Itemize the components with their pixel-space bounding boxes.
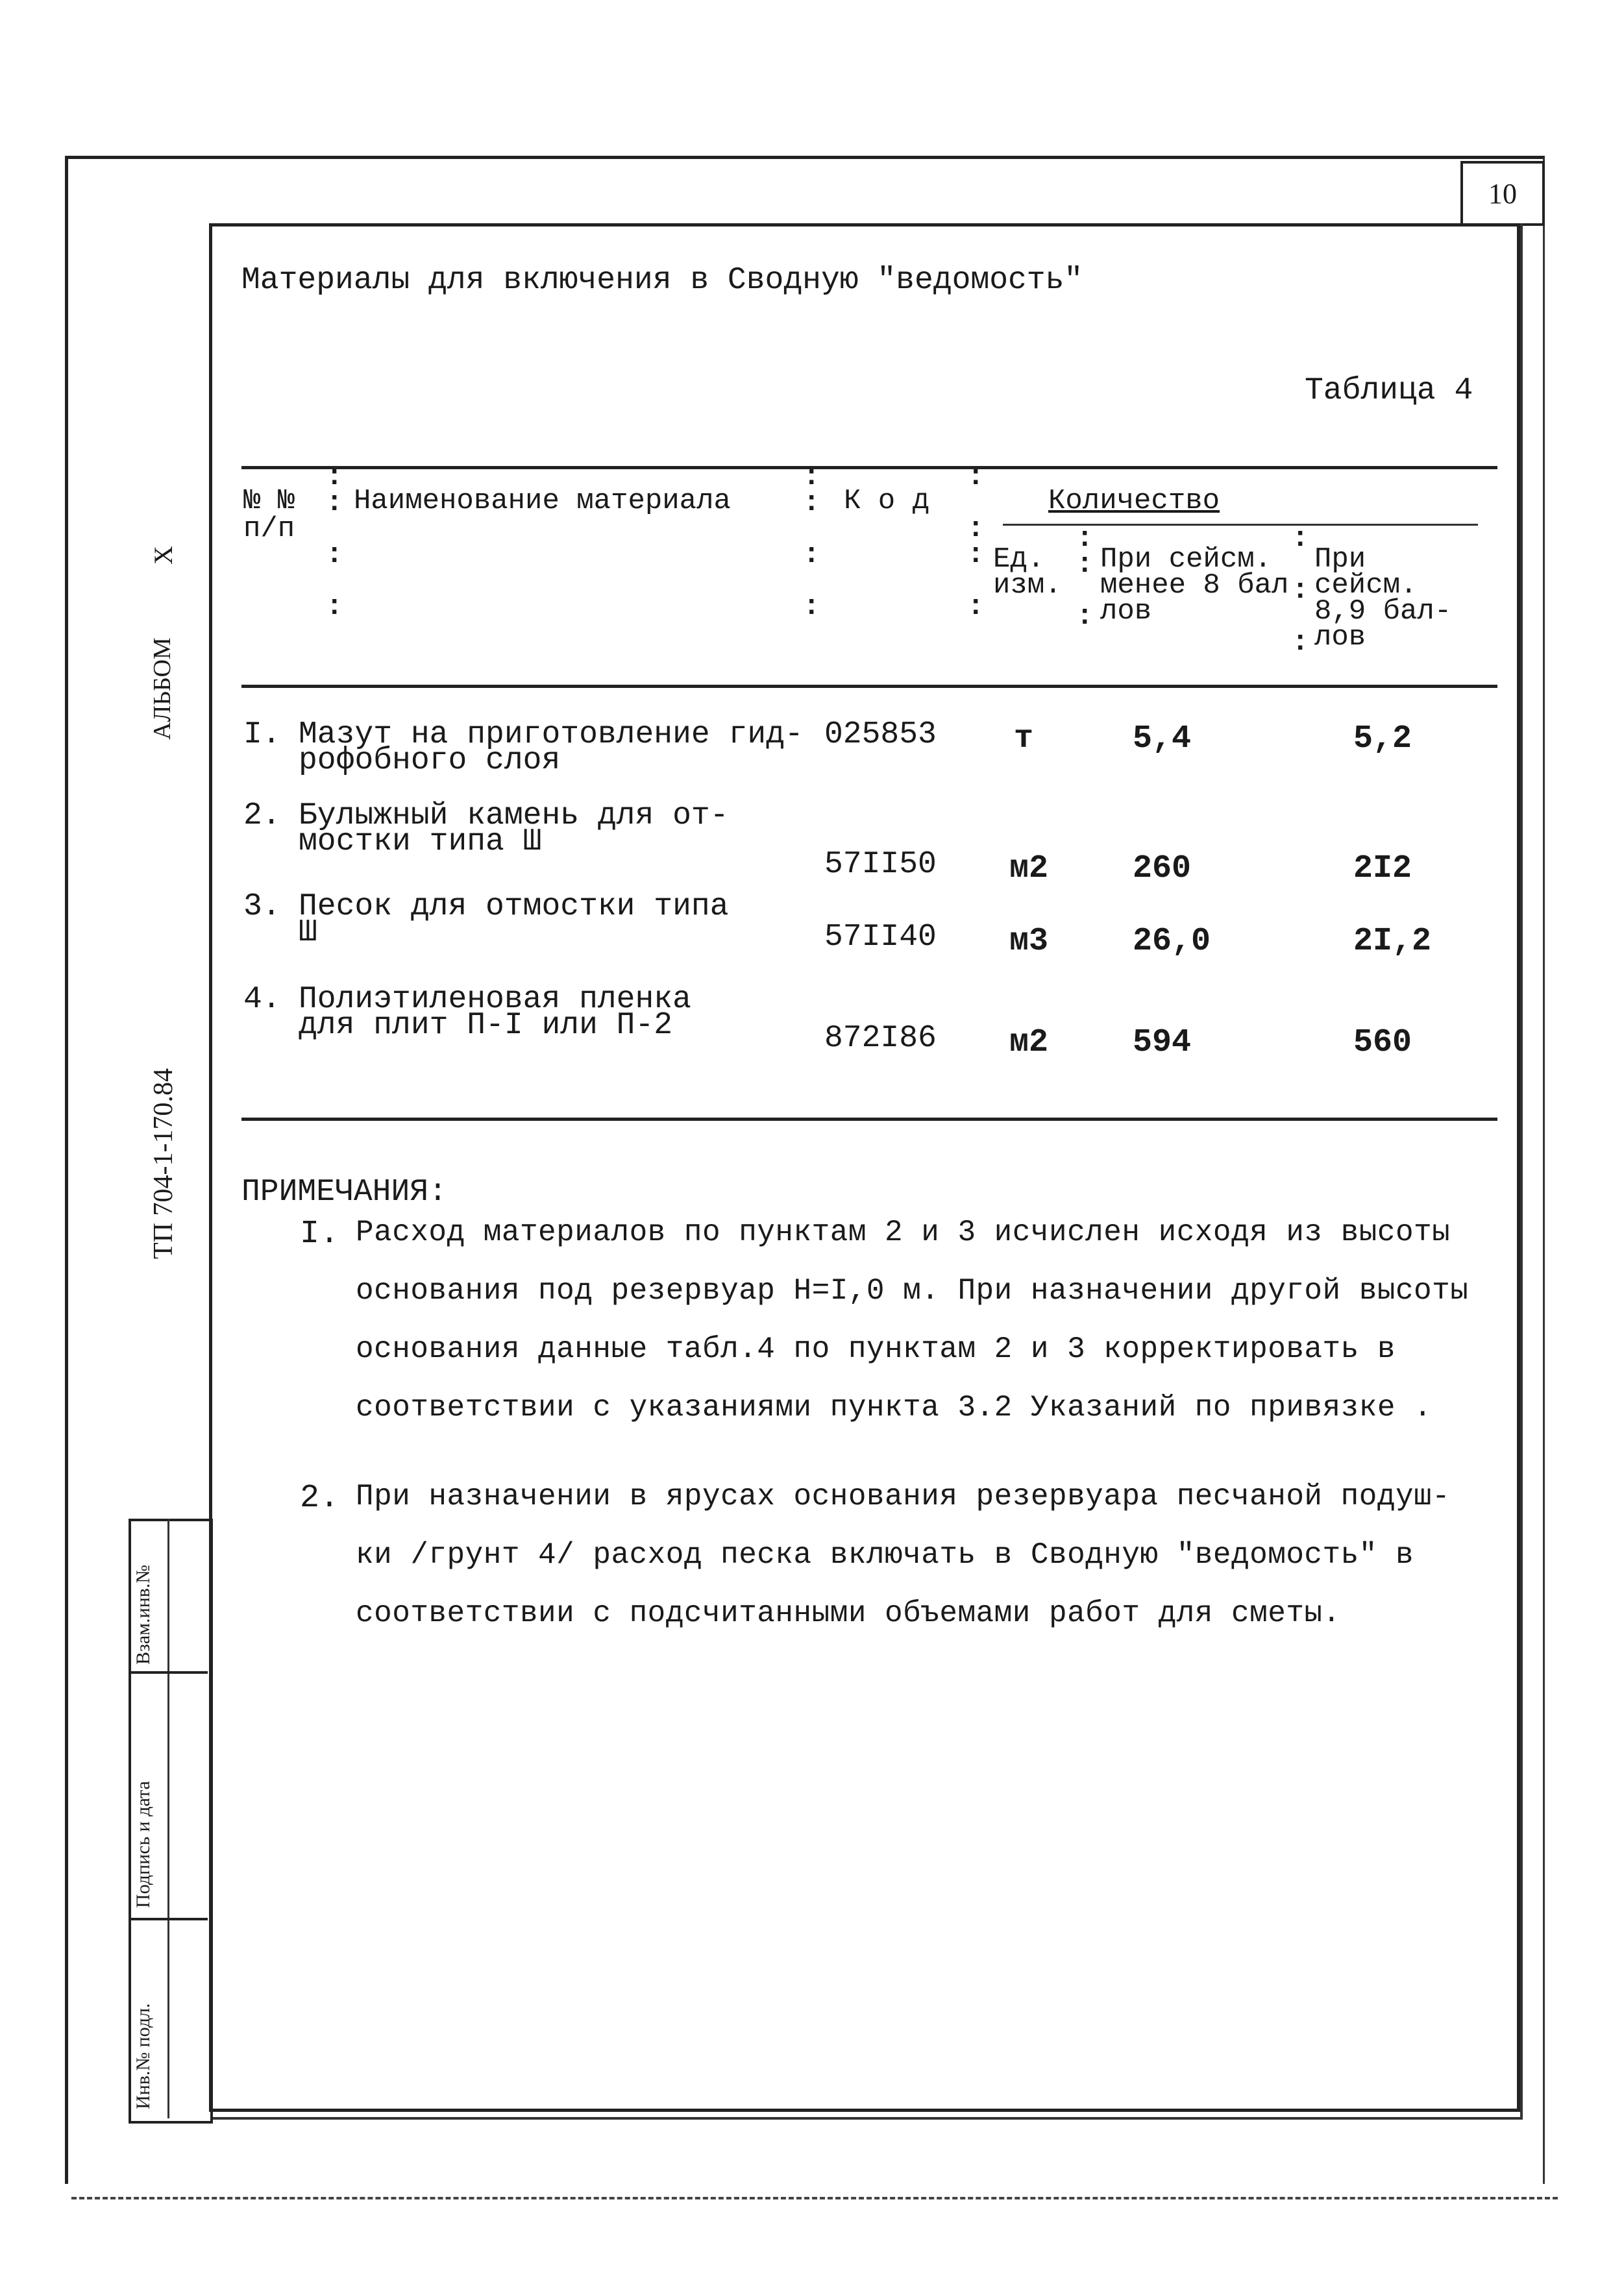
- stamp-separator: [129, 1918, 208, 1920]
- quantity-header-rule: [1003, 524, 1478, 526]
- row-3-code: 57II40: [824, 920, 937, 955]
- column-separator: : : : :: [326, 461, 343, 623]
- stamp-inv-sub: Инв.№ подл.: [132, 2003, 154, 2109]
- row-3-q8: 26,0: [1133, 923, 1211, 960]
- note-2-num: 2.: [300, 1480, 340, 1517]
- header-q89-line1: При: [1314, 543, 1366, 576]
- row-1-name-line2: рофобного слоя: [299, 743, 561, 778]
- table-header-bottom-rule: [241, 685, 1497, 688]
- stamp-inv-replace: Взам.инв.№: [132, 1564, 154, 1665]
- table-bottom-rule: [241, 1118, 1497, 1121]
- header-unit-line2: изм.: [993, 569, 1062, 602]
- page-number-box: [1460, 161, 1545, 226]
- album-number: X: [149, 546, 178, 565]
- row-1-unit: т: [1014, 720, 1034, 757]
- header-num-line1: № №: [243, 485, 295, 517]
- row-3-unit: м3: [1009, 923, 1049, 960]
- row-4-q8: 594: [1133, 1024, 1192, 1061]
- row-1-q8: 5,4: [1133, 720, 1192, 757]
- album-label: АЛЬБОМ: [149, 637, 176, 740]
- row-3-num: 3.: [243, 889, 281, 924]
- row-2-q89: 2I2: [1353, 850, 1412, 887]
- row-4-code: 872I86: [824, 1021, 937, 1056]
- row-2-num: 2.: [243, 798, 281, 833]
- page-number: 10: [1488, 177, 1517, 210]
- inner-frame-shadow-right: [1520, 223, 1523, 2120]
- document-title: Материалы для включения в Сводную "ведомость": [241, 263, 1083, 298]
- column-separator: : : :: [1076, 522, 1094, 633]
- notes-title: ПРИМЕЧАНИЯ:: [241, 1175, 447, 1210]
- row-2-code: 57II50: [824, 847, 937, 882]
- row-4-unit: м2: [1009, 1024, 1049, 1061]
- inner-frame-shadow-bottom: [213, 2117, 1523, 2120]
- note-1-line: основания данные табл.4 по пунктам 2 и 3 корректировать в: [356, 1332, 1396, 1366]
- row-4-num: 4.: [243, 982, 281, 1017]
- row-2-q8: 260: [1133, 850, 1192, 887]
- header-q89-line3: 8,9 бал-: [1314, 595, 1452, 628]
- row-4-q89: 560: [1353, 1024, 1412, 1061]
- table-top-rule: [241, 466, 1497, 469]
- header-num-line2: п/п: [243, 513, 295, 545]
- note-1-num: I.: [300, 1216, 340, 1253]
- note-1-line: основания под резервуар Н=I,0 м. При назначении другой высоты: [356, 1274, 1469, 1308]
- row-4-name-line1: Полиэтиленовая пленка: [299, 982, 691, 1017]
- header-name: Наименование материала: [354, 485, 731, 517]
- row-3-name-line2: Ш: [299, 915, 317, 950]
- note-2-line: соответствии с подсчитанными объемами работ для сметы.: [356, 1597, 1341, 1630]
- table-caption: Таблица 4: [1305, 373, 1473, 408]
- header-quantity: Количество: [1048, 485, 1220, 517]
- header-unit-line1: Ед.: [993, 543, 1045, 576]
- stamp-sign-date: Подпись и дата: [132, 1781, 154, 1908]
- stamp-separator: [129, 1671, 208, 1674]
- row-4-name-line2: для плит П-I или П-2: [299, 1008, 673, 1043]
- stamp-divider: [167, 1519, 169, 2118]
- row-1-code: 025853: [824, 717, 937, 752]
- row-2-unit: м2: [1009, 850, 1049, 887]
- document-code: ТП 704-1-170.84: [149, 1068, 178, 1259]
- row-2-name-line1: Булыжный камень для от-: [299, 798, 729, 833]
- header-q89-line4: лов: [1314, 621, 1366, 654]
- note-2-line: При назначении в ярусах основания резервуара песчаной подуш-: [356, 1480, 1451, 1513]
- row-1-num: I.: [243, 717, 281, 752]
- note-2-line: ки /грунт 4/ расход песка включать в Сводную "ведомость" в: [356, 1538, 1414, 1572]
- row-3-name-line1: Песок для отмостки типа: [299, 889, 729, 924]
- row-1-name-line1: Мазут на приготовление гид-: [299, 717, 804, 752]
- header-q8-line2: менее 8 бал: [1100, 569, 1289, 602]
- column-separator: : : : :: [803, 461, 820, 623]
- column-separator: : : :: [1292, 522, 1309, 659]
- row-1-q89: 5,2: [1353, 720, 1412, 757]
- row-2-name-line2: мостки типа Ш: [299, 824, 542, 859]
- note-1-line: Расход материалов по пунктам 2 и 3 исчислен исходя из высоты: [356, 1216, 1451, 1249]
- header-q8-line3: лов: [1100, 595, 1152, 628]
- row-3-q89: 2I,2: [1353, 923, 1432, 960]
- header-q89-line2: сейсм.: [1314, 569, 1418, 602]
- column-separator: : : : :: [967, 461, 985, 623]
- bottom-dashed-line: [71, 2197, 1558, 2199]
- header-code: К о д: [844, 485, 930, 517]
- note-1-line: соответствии с указаниями пункта 3.2 Указаний по привязке .: [356, 1391, 1433, 1425]
- header-q8-line1: При сейсм.: [1100, 543, 1272, 576]
